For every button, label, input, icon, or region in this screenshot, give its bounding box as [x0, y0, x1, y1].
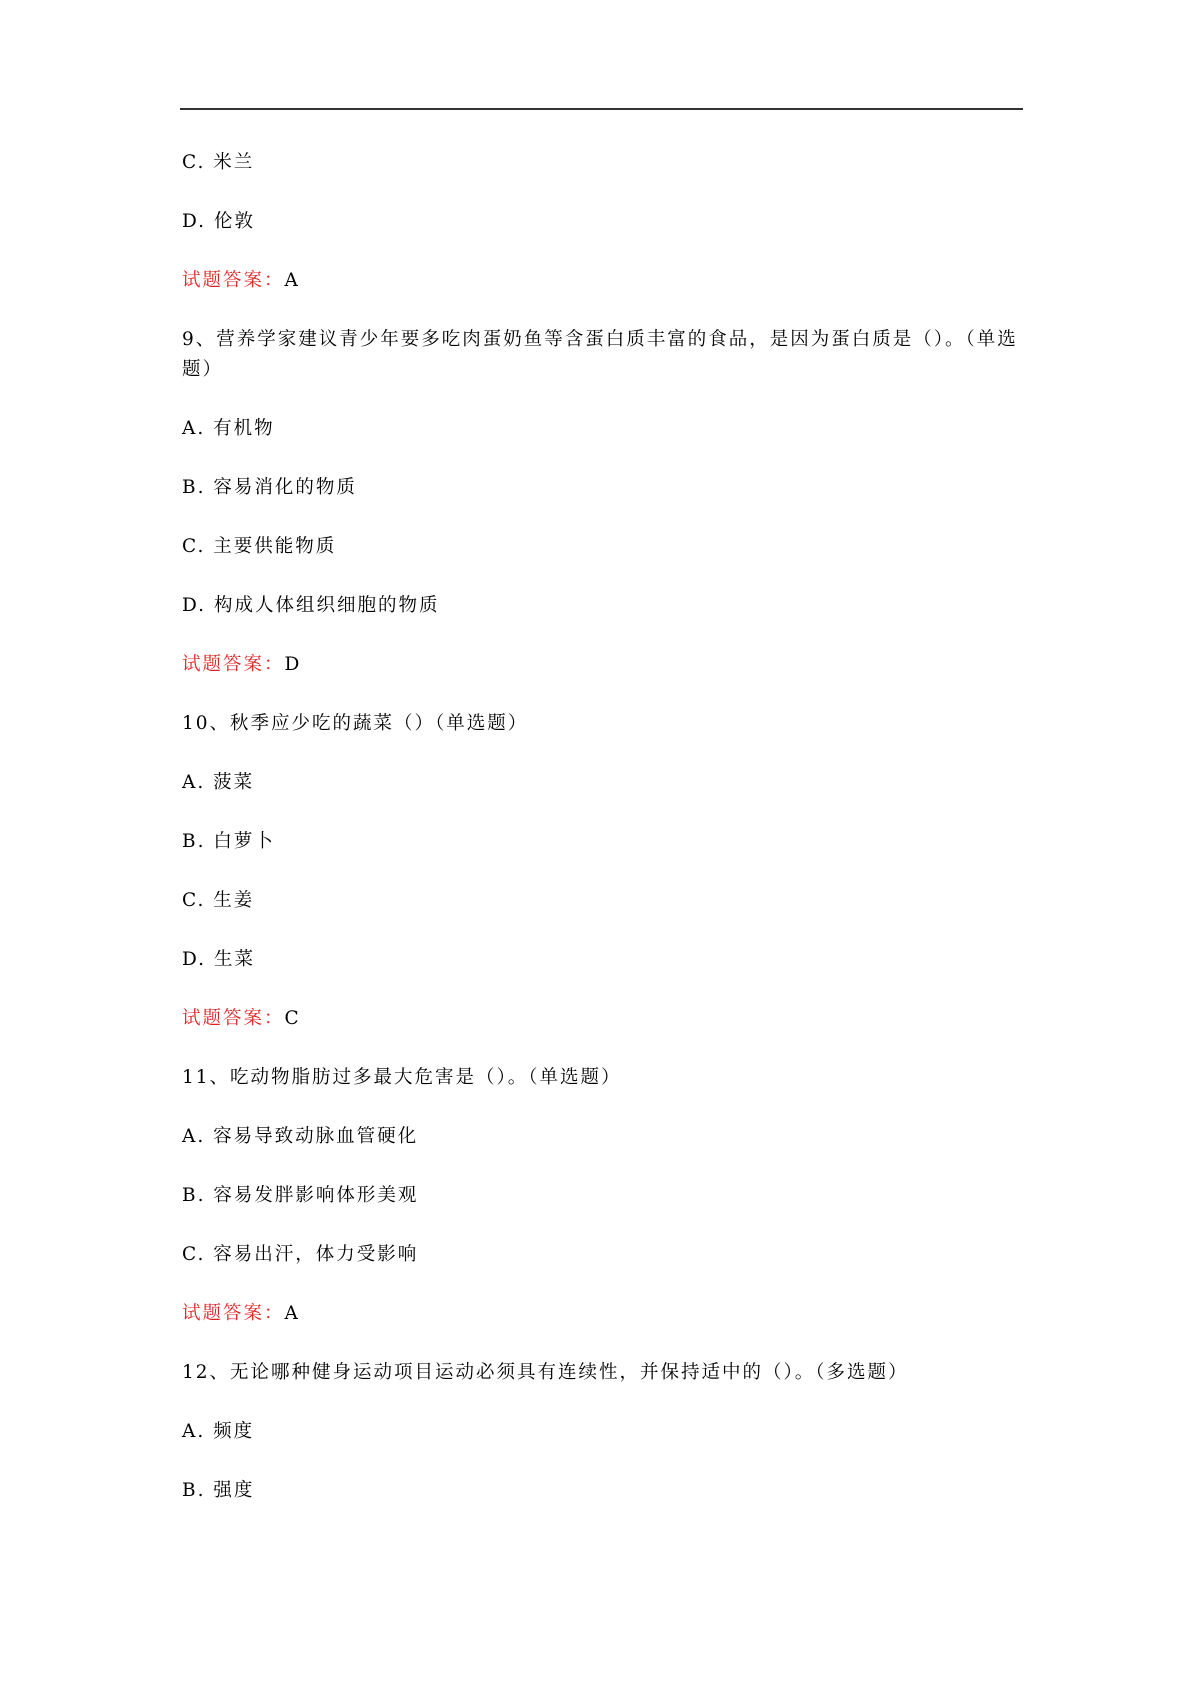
option-q11-c: C. 容易出汗，体力受影响 [182, 1244, 419, 1265]
option-q10-b: B. 白萝卜 [182, 831, 275, 852]
answer-value: A [284, 270, 300, 291]
answer-label: 试题答案： [182, 654, 285, 675]
answer-value: C [284, 1008, 301, 1029]
answer-label: 试题答案： [182, 1303, 285, 1324]
header-rule [180, 108, 1023, 110]
question-9: 9、营养学家建议青少年要多吃肉蛋奶鱼等含蛋白质丰富的食品，是因为蛋白质是（）。（单选题） [182, 329, 1018, 380]
option-q12-a: A. 频度 [182, 1421, 255, 1442]
answer-label: 试题答案： [182, 1008, 285, 1029]
option-q8-d: D. 伦敦 [182, 211, 255, 232]
answer-value: A [284, 1303, 300, 1324]
question-11: 11、吃动物脂肪过多最大危害是（）。（单选题） [182, 1067, 622, 1088]
option-q10-a: A. 菠菜 [182, 772, 255, 793]
option-q12-b: B. 强度 [182, 1480, 255, 1501]
answer-q10 [182, 1004, 301, 1034]
option-q9-d: D. 构成人体组织细胞的物质 [182, 595, 440, 616]
question-12: 12、无论哪种健身运动项目运动必须具有连续性，并保持适中的（）。（多选题） [182, 1362, 909, 1383]
option-q10-c: C. 生姜 [182, 890, 255, 911]
option-q10-d: D. 生菜 [182, 949, 255, 970]
answer-q8 [182, 266, 300, 296]
option-q11-b: B. 容易发胖影响体形美观 [182, 1185, 419, 1206]
answer-q11 [182, 1299, 300, 1329]
option-q9-c: C. 主要供能物质 [182, 536, 337, 557]
option-q8-c: C. 米兰 [182, 152, 255, 173]
answer-label: 试题答案： [182, 270, 285, 291]
option-q9-a: A. 有机物 [182, 418, 275, 439]
answer-q9 [182, 650, 301, 680]
option-q11-a: A. 容易导致动脉血管硬化 [182, 1126, 419, 1147]
option-q9-b: B. 容易消化的物质 [182, 477, 357, 498]
question-10: 10、秋季应少吃的蔬菜（）（单选题） [182, 713, 529, 734]
answer-value: D [284, 654, 302, 675]
